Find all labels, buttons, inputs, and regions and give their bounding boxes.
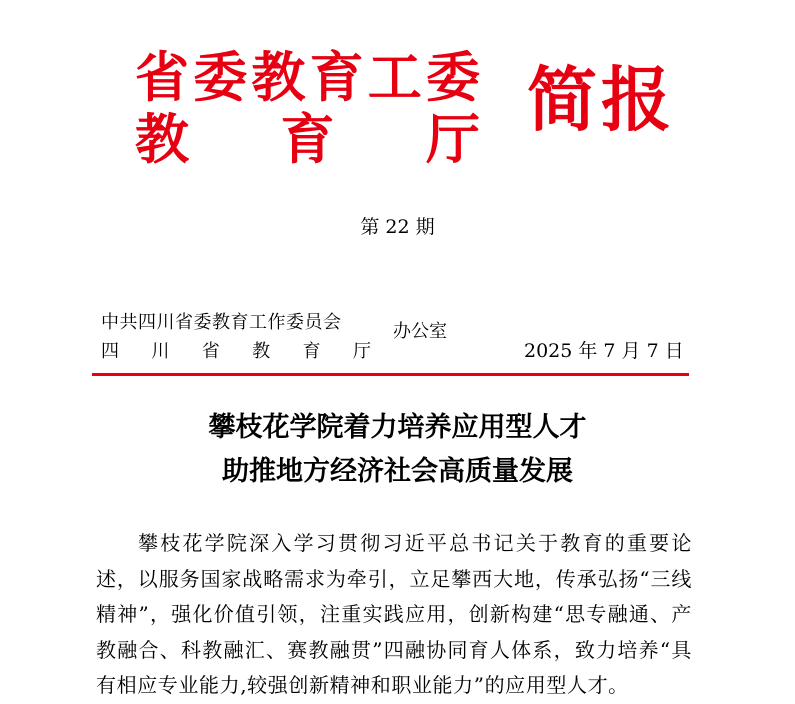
- issuer-department: [101, 337, 371, 366]
- issuer-char: 川: [151, 341, 170, 362]
- masthead-char: 厅: [426, 107, 480, 171]
- masthead-organization: [135, 46, 480, 170]
- masthead-char: 省: [135, 45, 189, 109]
- issuer-committee: 中共四川省委教育工作委员会: [101, 312, 342, 333]
- issuer-char: 厅: [352, 341, 371, 362]
- issue-date: 2025 年 7 月 7 日: [524, 340, 684, 362]
- masthead-title: 简报: [527, 58, 675, 141]
- red-divider: [92, 373, 689, 376]
- issuer-char: 四: [101, 341, 119, 362]
- masthead-char: 委: [193, 45, 248, 109]
- masthead-char: 委: [425, 45, 480, 109]
- masthead-char: 工: [367, 45, 422, 109]
- issuer-char: 育: [302, 341, 321, 362]
- issuer-char: 教: [252, 341, 271, 362]
- article-title-line-2: 助推地方经济社会高质量发展: [222, 456, 573, 487]
- issue-number: 第 22 期: [360, 216, 435, 238]
- masthead-org-line-2: [135, 108, 480, 170]
- masthead-char: 教: [251, 45, 306, 109]
- masthead-char: 教: [135, 107, 189, 171]
- masthead-char: 育: [280, 107, 335, 171]
- issuer-block: [101, 308, 381, 366]
- issuer-office: 办公室: [393, 321, 447, 342]
- article-paragraph: 攀枝花学院深入学习贯彻习近平总书记关于教育的重要论述，以服务国家战略需求为牵引，立足攀西大地，传承弘扬“三线精神”，强化价值引领，注重实践应用，创新构建“思专融通、产教融合、科教融汇、赛教融贯”四融协同育人体系，致力培养“具有相应专业能力,较强创新精神和职业能力”的应用型人才。: [96, 531, 692, 697]
- issuer-char: 省: [201, 341, 220, 362]
- masthead-org-line-1: [135, 46, 480, 108]
- article-title-line-1: 攀枝花学院着力培养应用型人才: [208, 412, 587, 443]
- article-title: [0, 406, 795, 494]
- masthead-char: 育: [309, 45, 364, 109]
